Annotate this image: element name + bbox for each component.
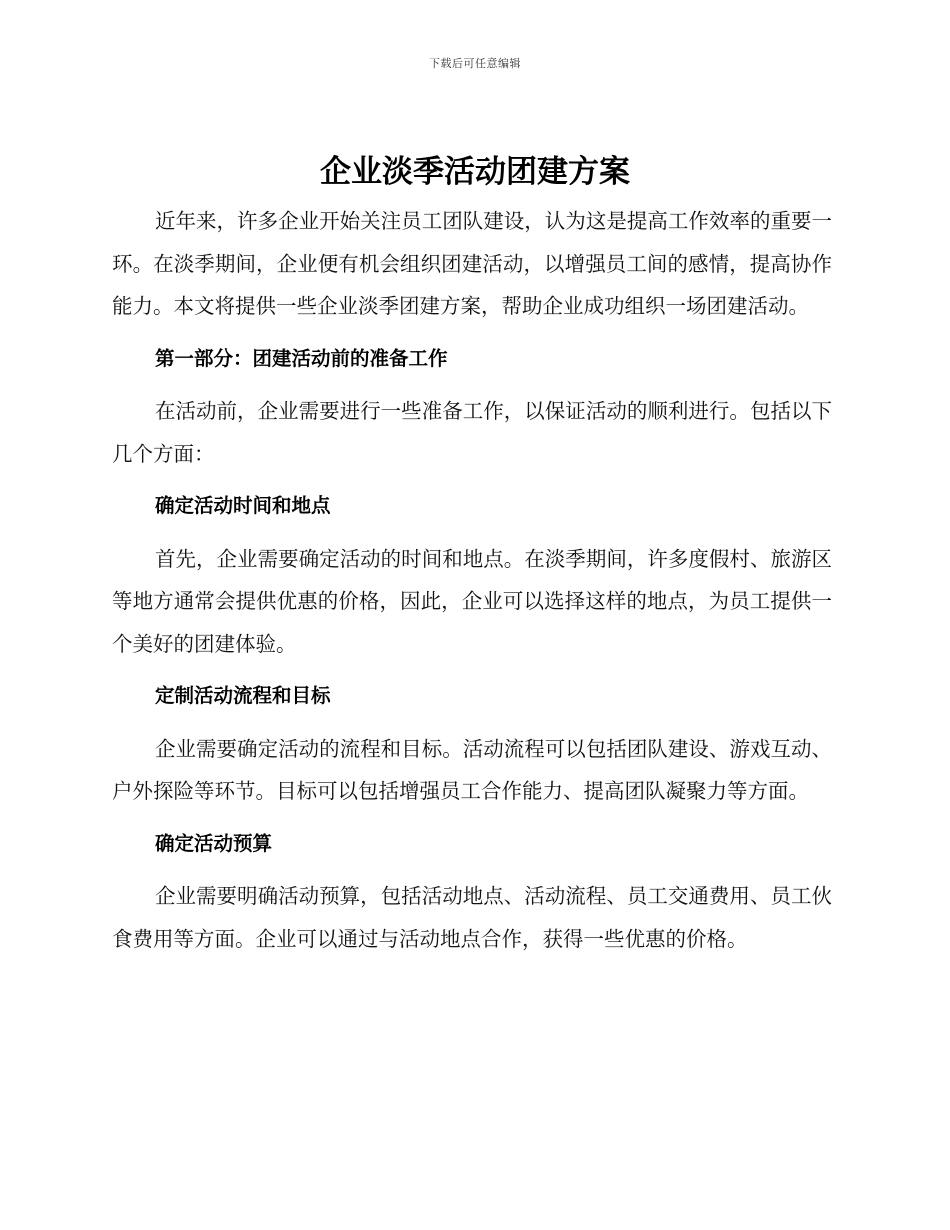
section-paragraph-process-goals: 企业需要确定活动的流程和目标。活动流程可以包括团队建设、游戏互动、户外探险等环节。目标可以包括增强员工合作能力、提高团队凝聚力等方面。 [112,736,832,803]
part1-heading: 第一部分：团建活动前的准备工作 [155,346,448,370]
section-heading-budget: 确定活动预算 [155,831,273,855]
section-paragraph-budget: 企业需要明确活动预算，包括活动地点、活动流程、员工交通费用、员工伙食费用等方面。企业可以通过与活动地点合作，获得一些优惠的价格。 [112,884,832,951]
section-heading-process-goals: 定制活动流程和目标 [155,684,331,707]
page-header-note: 下载后可任意编辑 [429,57,521,70]
document-body [112,200,832,960]
intro-paragraph: 近年来，许多企业开始关注员工团队建设，认为这是提高工作效率的重要一环。在淡季期间，企业便有机会组织团建活动，以增强员工间的感情，提高协作能力。本文将提供一些企业淡季团建方案，帮助企业成功组织一场团建活动。 [112,209,832,318]
document-title: 企业淡季活动团建方案 [320,154,630,190]
section-heading-time-location: 确定活动时间和地点 [155,494,331,517]
part1-paragraph: 在活动前，企业需要进行一些准备工作，以保证活动的顺利进行。包括以下几个方面： [112,399,832,466]
section-paragraph-time-location: 首先，企业需要确定活动的时间和地点。在淡季期间，许多度假村、旅游区等地方通常会提供优惠的价格，因此，企业可以选择这样的地点，为员工提供一个美好的团建体验。 [112,546,832,656]
